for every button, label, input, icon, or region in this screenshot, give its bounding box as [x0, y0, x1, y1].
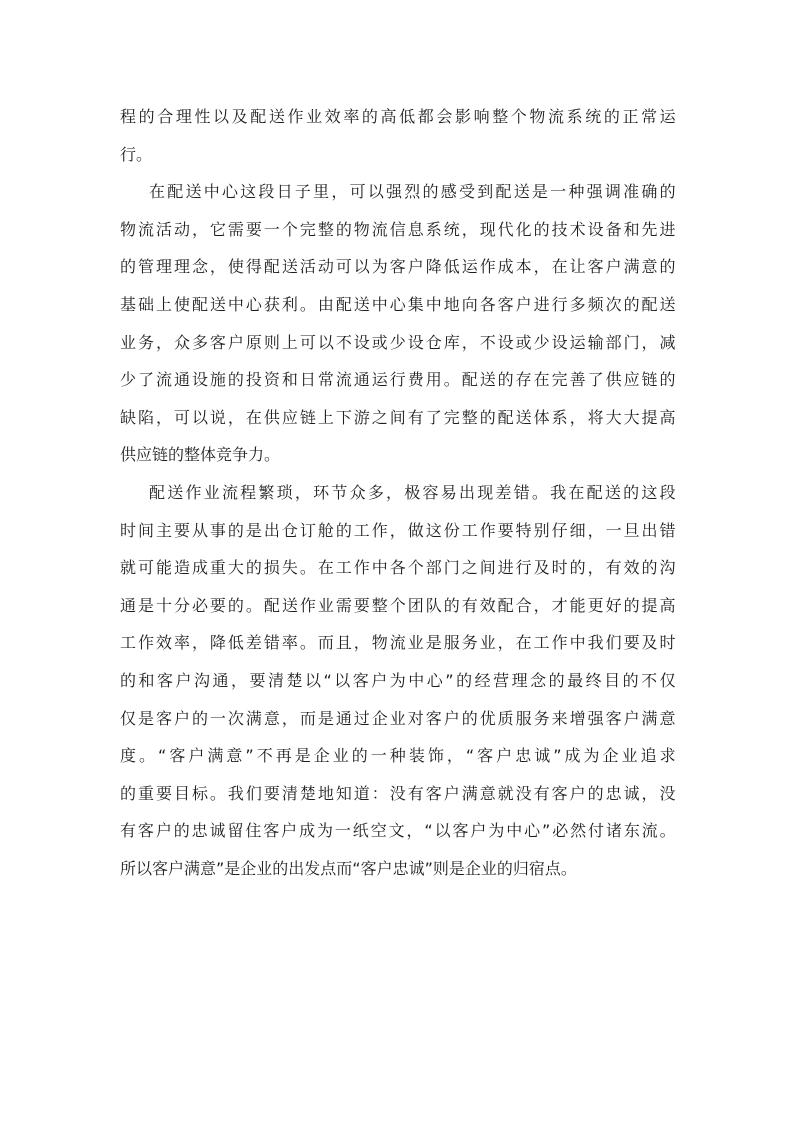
- text-line: 的 管 理 理 念 ， 使 得 配 送 活 动 可 以 为 客 户 降 低 运 作 成 本 ， 在 让 客 户 满 意 的: [120, 257, 676, 277]
- text-line: 仅 是 客 户 的 一 次 满 意 ， 而 是 通 过 企 业 对 客 户 的 优 质 服 务 来 增 强 客 户 满 意: [120, 708, 676, 728]
- text-line: 业 务 ， 众 多 客 户 原 则 上 可 以 不 设 或 少 设 仓 库 ， 不 设 或 少 设 运 输 部 门 ， 减: [120, 332, 676, 352]
- text-line: [120, 850, 676, 888]
- text-line: 通 是 十 分 必 要 的 。 配 送 作 业 需 要 整 个 团 队 的 有 效 配 合 ， 才 能 更 好 的 提 高: [120, 595, 676, 615]
- text-line: 的 和 客 户 沟 通 ， 要 清 楚 以 “ 以 客 户 为 中 心 ” 的 经 营 理 念 的 最 终 目 的 不 仅: [120, 670, 676, 690]
- text-line: 物 流 活 动 ， 它 需 要 一 个 完 整 的 物 流 信 息 系 统 ， 现 代 化 的 技 术 设 备 和 先 进: [120, 219, 676, 239]
- text-line-content: 所以客户满意”是企业的出发点而“客户忠诚”则是企业的归宿点。: [120, 858, 577, 878]
- text-line-content: 行。: [120, 144, 153, 164]
- text-line: 基 础 上 使 配 送 中 心 获 利 。 由 配 送 中 心 集 中 地 向 各 客 户 进 行 多 频 次 的 配 送: [120, 294, 676, 314]
- text-line: 少 了 流 通 设 施 的 投 资 和 日 常 流 通 运 行 费 用 。 配 送 的 存 在 完 善 了 供 应 链 的: [120, 370, 676, 390]
- text-line: [120, 136, 676, 174]
- text-line: [120, 436, 676, 474]
- text-line: 的 重 要 目 标 。 我 们 要 清 楚 地 知 道 ： 没 有 客 户 满 意 就 没 有 客 户 的 忠 诚 ， 没: [120, 783, 676, 803]
- document-body: [120, 98, 676, 887]
- text-line: 程 的 合 理 性 以 及 配 送 作 业 效 率 的 高 低 都 会 影 响 整 个 物 流 系 统 的 正 常 运: [120, 107, 676, 126]
- text-line: 度 。 “ 客 户 满 意 ” 不 再 是 企 业 的 一 种 装 饰 ， “ 客 户 忠 诚 ” 成 为 企 业 追 求: [120, 746, 676, 766]
- text-line: 时 间 主 要 从 事 的 是 出 仓 订 舱 的 工 作 ， 做 这 份 工 作 要 特 别 仔 细 ， 一 旦 出 错: [120, 520, 676, 540]
- text-line: 缺 陷 ， 可 以 说 ， 在 供 应 链 上 下 游 之 间 有 了 完 整 的 配 送 体 系 ， 将 大 大 提 高: [120, 407, 676, 427]
- text-line: 在 配 送 中 心 这 段 日 子 里 ， 可 以 强 烈 的 感 受 到 配 送 是 一 种 强 调 准 确 的: [149, 182, 676, 202]
- text-line: 就 可 能 造 成 重 大 的 损 失 。 在 工 作 中 各 个 部 门 之 间 进 行 及 时 的 ， 有 效 的 沟: [120, 558, 676, 578]
- text-line: 有 客 户 的 忠 诚 留 住 客 户 成 为 一 纸 空 文 ， “ 以 客 户 为 中 心 ” 必 然 付 诸 东 流 。: [120, 821, 676, 841]
- text-line: 工 作 效 率 ， 降 低 差 错 率 。 而 且 ， 物 流 业 是 服 务 业 ， 在 工 作 中 我 们 要 及 时: [120, 633, 676, 653]
- text-line-content: 供应链的整体竞争力。: [120, 445, 281, 465]
- text-line: 配 送 作 业 流 程 繁 琐 ， 环 节 众 多 ， 极 容 易 出 现 差 错 。 我 在 配 送 的 这 段: [149, 482, 676, 502]
